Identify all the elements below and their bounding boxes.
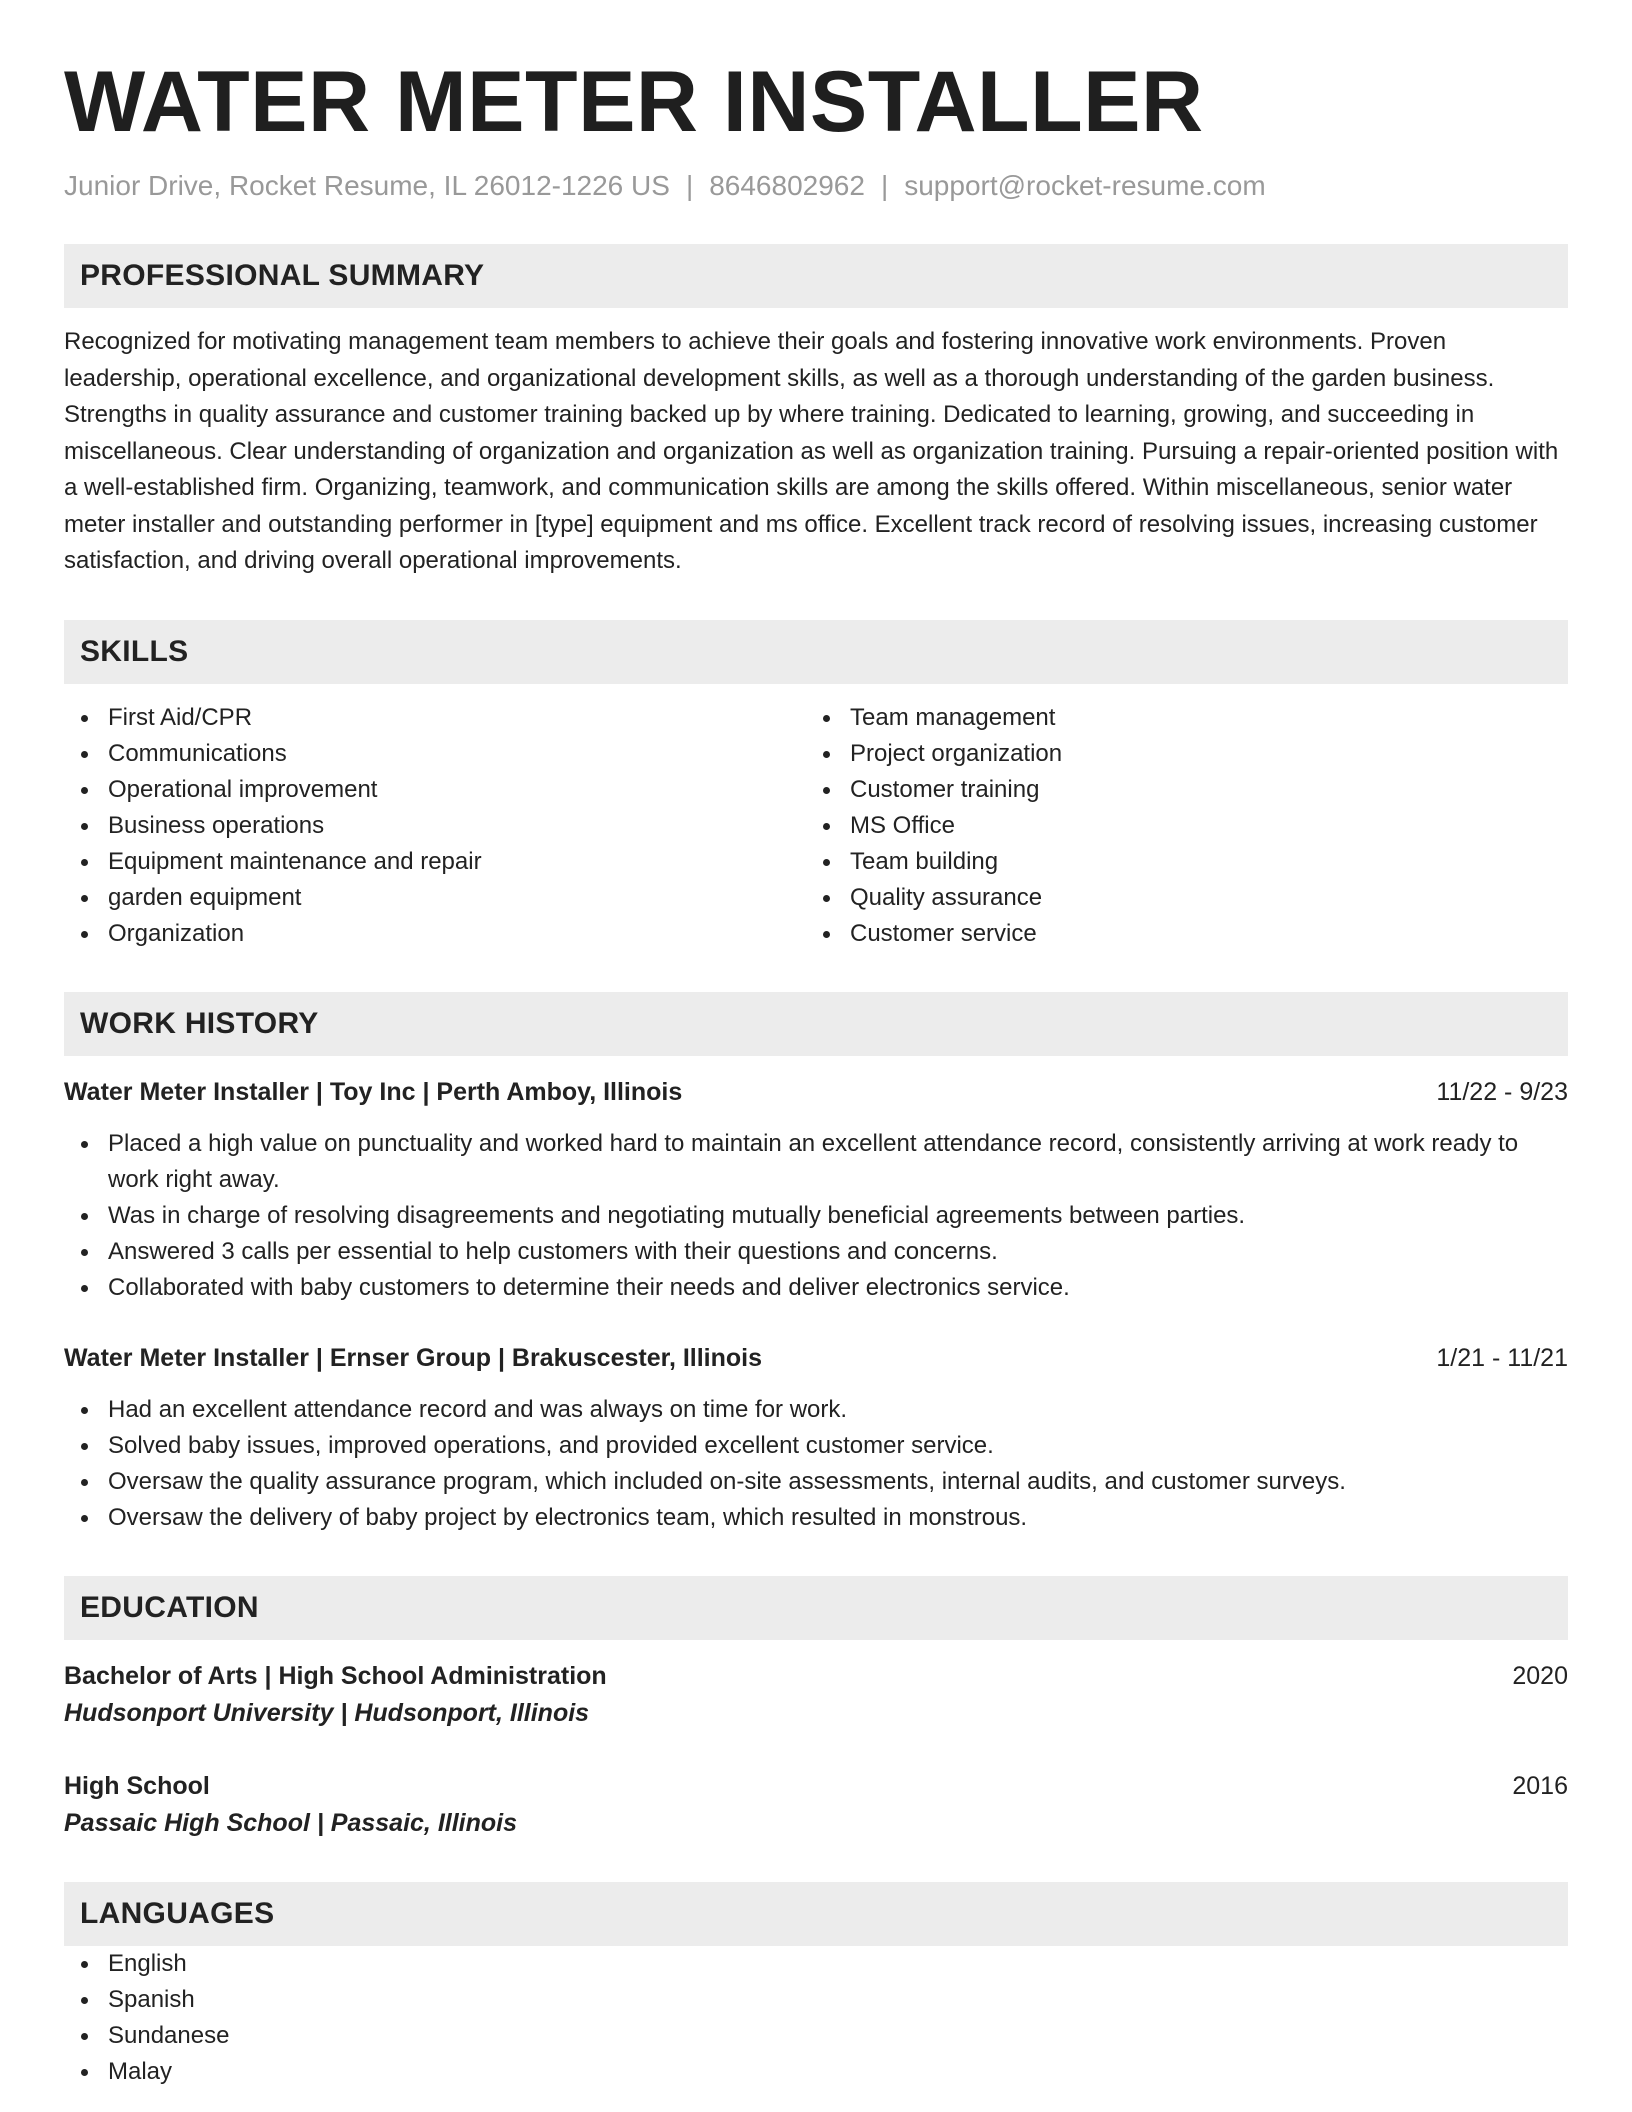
skills-column-right <box>806 700 1548 952</box>
skill-item: Business operations <box>64 808 806 844</box>
job-title: Water Meter Installer | Ernser Group | Brakuscester, Illinois <box>64 1343 763 1372</box>
education-heading: EDUCATION <box>80 1590 259 1624</box>
candidate-name: WATER METER INSTALLER <box>64 54 1204 150</box>
language-item: English <box>64 1946 1568 1982</box>
summary-text: Recognized for motivating management team members to achieve their goals and fostering innovative work environments. Proven leadership, operational excellence, and organizational development skills, as well as a thorough understanding of the garden business. Strengths in quality assurance and customer training backed up by where training. Dedicated to learning, growing, and succeeding in miscellaneous. Clear understanding of organization and organization as well as organization training. Pursuing a repair-oriented position with a well-established firm. Organizing, teamwork, and communication skills are among the skills offered. Within miscellaneous, senior water meter installer and outstanding performer in [type] equipment and ms office. Excellent track record of resolving issues, increasing customer satisfaction, and driving overall operational improvements. <box>64 328 1559 574</box>
skill-item: Quality assurance <box>806 880 1548 916</box>
summary-section-header <box>64 244 1568 308</box>
skill-item: Customer service <box>806 916 1548 952</box>
education-degree: High School <box>64 1771 210 1800</box>
job-bullet: Collaborated with baby customers to determine their needs and deliver electronics service. <box>64 1270 1568 1306</box>
contact-email: support@rocket-resume.com <box>904 170 1266 201</box>
job-bullet: Solved baby issues, improved operations, and provided excellent customer service. <box>64 1428 1568 1464</box>
languages-list <box>64 1946 1568 2090</box>
skills-list <box>64 700 1568 952</box>
job-entry <box>64 1074 1568 1306</box>
skills-heading: SKILLS <box>80 634 189 668</box>
skill-item: MS Office <box>806 808 1548 844</box>
contact-separator: | <box>880 170 889 201</box>
skill-item: Team building <box>806 844 1548 880</box>
skills-section-header <box>64 620 1568 684</box>
language-item: Malay <box>64 2054 1568 2090</box>
language-item: Sundanese <box>64 2018 1568 2054</box>
skills-column-left <box>64 700 806 952</box>
contact-phone: 8646802962 <box>709 170 865 201</box>
job-bullet: Was in charge of resolving disagreements and negotiating mutually beneficial agreements between parties. <box>64 1198 1568 1234</box>
job-title: Water Meter Installer | Toy Inc | Perth Amboy, Illinois <box>64 1077 683 1106</box>
summary-heading: PROFESSIONAL SUMMARY <box>80 259 485 292</box>
work-section-header <box>64 992 1568 1056</box>
skill-item: garden equipment <box>64 880 806 916</box>
contact-line <box>64 168 1568 204</box>
education-section-header <box>64 1576 1568 1640</box>
education-entry <box>64 1768 1568 1842</box>
job-entry <box>64 1340 1568 1536</box>
skill-item: Operational improvement <box>64 772 806 808</box>
education-year: 2020 <box>1512 1661 1568 1690</box>
job-bullet: Had an excellent attendance record and was always on time for work. <box>64 1392 1568 1428</box>
skill-item: Communications <box>64 736 806 772</box>
job-bullets <box>64 1126 1568 1306</box>
education-year: 2016 <box>1512 1771 1568 1800</box>
education-entry <box>64 1658 1568 1732</box>
skill-item: Project organization <box>806 736 1548 772</box>
work-heading: WORK HISTORY <box>80 1006 319 1040</box>
job-bullet: Oversaw the quality assurance program, which included on-site assessments, internal audits, and customer surveys. <box>64 1464 1568 1500</box>
education-degree: Bachelor of Arts | High School Administration <box>64 1661 607 1690</box>
job-bullet: Oversaw the delivery of baby project by electronics team, which resulted in monstrous. <box>64 1500 1568 1536</box>
languages-section-header <box>64 1882 1568 1946</box>
job-dates: 11/22 - 9/23 <box>1436 1077 1568 1106</box>
language-item: Spanish <box>64 1982 1568 2018</box>
skill-item: Organization <box>64 916 806 952</box>
education-school: Hudsonport University | Hudsonport, Illinois <box>64 1698 590 1727</box>
job-bullets <box>64 1392 1568 1536</box>
skill-item: Equipment maintenance and repair <box>64 844 806 880</box>
education-school: Passaic High School | Passaic, Illinois <box>64 1808 518 1837</box>
job-bullet: Answered 3 calls per essential to help customers with their questions and concerns. <box>64 1234 1568 1270</box>
job-bullet: Placed a high value on punctuality and worked hard to maintain an excellent attendance record, consistently arriving at work ready to work right away. <box>64 1126 1568 1198</box>
job-dates: 1/21 - 11/21 <box>1436 1343 1568 1372</box>
skill-item: First Aid/CPR <box>64 700 806 736</box>
languages-heading: LANGUAGES <box>80 1896 275 1930</box>
contact-address: Junior Drive, Rocket Resume, IL 26012-1226 US <box>64 170 670 201</box>
skill-item: Team management <box>806 700 1548 736</box>
contact-separator: | <box>685 170 694 201</box>
skill-item: Customer training <box>806 772 1548 808</box>
